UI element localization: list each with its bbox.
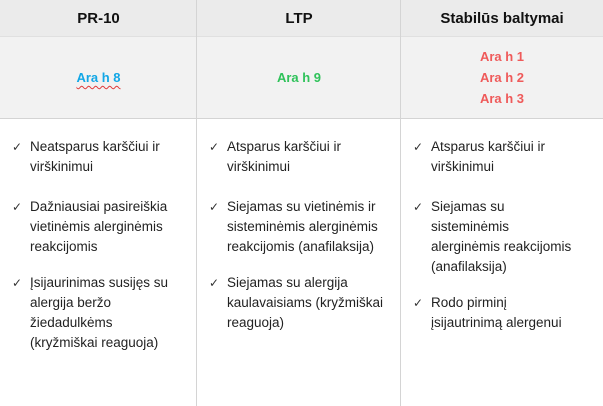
check-icon: ✓ <box>209 276 220 290</box>
allergen-name-ara-h-2: Ara h 2 <box>479 70 525 85</box>
features-stable-proteins <box>401 119 603 406</box>
feature-item <box>12 137 191 177</box>
column-header-stable-proteins: Stabilūs baltymai <box>401 0 603 36</box>
allergen-cell-ltp <box>197 36 401 119</box>
check-icon: ✓ <box>209 200 220 214</box>
allergen-name-ara-h-1: Ara h 1 <box>479 49 525 64</box>
column-header-ltp: LTP <box>197 0 401 36</box>
feature-item <box>209 273 395 333</box>
feature-text: Atsparus karščiui ir virškinimui <box>227 139 342 174</box>
features-ltp <box>197 119 401 406</box>
check-icon: ✓ <box>413 296 424 310</box>
allergen-label <box>76 67 120 88</box>
feature-item <box>209 197 395 257</box>
column-divider <box>400 0 401 406</box>
feature-item <box>413 137 597 177</box>
feature-text: Atsparus karščiui ir virškinimui <box>431 139 546 174</box>
features-pr10 <box>0 119 197 406</box>
feature-item <box>413 293 597 333</box>
feature-text: Dažniausiai pasireiškia vietinėmis alerginėmis reakcijomis <box>30 199 168 254</box>
allergen-cell-stable-proteins <box>401 36 603 119</box>
allergen-name-ara-h-9: Ara h 9 <box>276 70 322 85</box>
feature-item <box>413 197 597 277</box>
feature-text: Neatsparus karščiui ir virškinimui <box>30 139 160 174</box>
feature-text: Rodo pirminį įsijautrinimą alergenui <box>431 295 562 330</box>
allergen-name-ara-h-8: Ara h 8 <box>76 70 121 85</box>
allergen-name-ara-h-3: Ara h 3 <box>479 91 525 106</box>
check-icon: ✓ <box>12 276 23 290</box>
allergen-cell-pr10 <box>0 36 197 119</box>
feature-text: Siejamas su sisteminėmis alerginėmis reakcijomis (anafilaksija) <box>431 199 572 274</box>
feature-item <box>12 197 191 257</box>
column-ltp <box>197 0 401 406</box>
check-icon: ✓ <box>413 140 424 154</box>
column-header-pr10: PR-10 <box>0 0 197 36</box>
feature-text: Įsijaurinimas susijęs su alergija beržo žiedadulkėms (kryžmiškai reaguoja) <box>30 275 169 350</box>
check-icon: ✓ <box>413 200 424 214</box>
feature-text: Siejamas su alergija kaulavaisiams (kryžmiškai reaguoja) <box>227 275 384 330</box>
column-pr10 <box>0 0 197 406</box>
check-icon: ✓ <box>12 140 23 154</box>
column-stable-proteins <box>401 0 603 406</box>
feature-item <box>209 137 395 177</box>
feature-text: Siejamas su vietinėmis ir sisteminėmis alerginėmis reakcijomis (anafilaksija) <box>227 199 378 254</box>
check-icon: ✓ <box>209 140 220 154</box>
feature-item <box>12 273 191 353</box>
check-icon: ✓ <box>12 200 23 214</box>
column-divider <box>196 0 197 406</box>
